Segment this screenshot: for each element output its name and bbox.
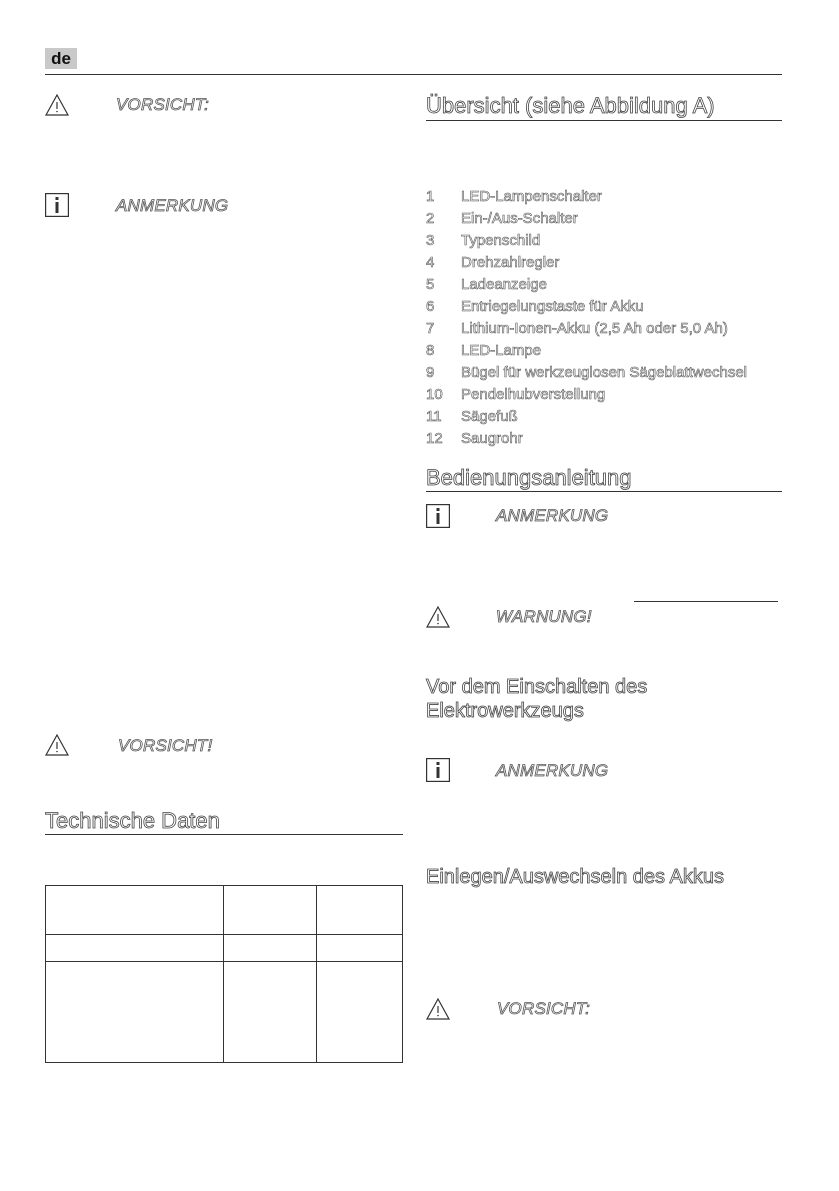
list-item	[426, 406, 518, 428]
list-item-number: 8	[426, 342, 435, 359]
warning-triangle-icon	[426, 998, 450, 1020]
overview-heading: Übersicht (siehe Abbildung A)	[426, 93, 715, 118]
list-item-number: 10	[426, 386, 443, 403]
list-item-label: LED-Lampe	[461, 342, 542, 359]
list-item-number: 5	[426, 276, 435, 293]
list-item-number: 12	[426, 430, 443, 447]
warning-triangle-icon	[45, 734, 69, 756]
list-item-label: Lithium-Ionen-Akku (2,5 Ah oder 5,0 Ah)	[461, 320, 728, 337]
list-item-label: Saugrohr	[461, 430, 523, 447]
list-item	[426, 428, 523, 450]
info-icon	[45, 193, 69, 217]
list-item-number: 1	[426, 188, 435, 205]
list-item-label: Ein-/Aus-Schalter	[461, 210, 578, 227]
callout-caution-label: VORSICHT:	[497, 999, 591, 1018]
table-row-divider	[46, 961, 402, 962]
battery-heading: Einlegen/Auswechseln des Akkus	[426, 866, 724, 888]
list-item	[426, 208, 578, 230]
list-item-label: Bügel für werkzeuglosen Sägeblattwechsel	[461, 364, 748, 381]
callout-warning-label: WARNUNG!	[496, 607, 592, 626]
callout-note-label: ANMERKUNG	[496, 506, 609, 525]
list-item	[426, 340, 541, 362]
list-item	[426, 274, 547, 296]
list-item	[426, 230, 540, 252]
heading-rule	[426, 491, 782, 492]
list-item-number: 3	[426, 232, 435, 249]
list-item	[426, 296, 644, 318]
text-underline-rule	[634, 601, 778, 602]
list-item-label: Typenschild	[461, 232, 541, 249]
list-item	[426, 384, 605, 406]
callout-note-label: ANMERKUNG	[496, 761, 609, 780]
callout-caution-label: VORSICHT:	[116, 95, 210, 114]
warning-triangle-icon	[426, 606, 450, 628]
list-item-label: Entriegelungstaste für Akku	[461, 298, 644, 315]
list-item-label: Pendelhubverstellung	[461, 386, 606, 403]
list-item-label: Drehzahlregler	[461, 254, 560, 271]
language-badge: de	[45, 48, 77, 69]
tech-data-table	[45, 885, 403, 1063]
heading-rule	[426, 120, 782, 121]
list-item-number: 9	[426, 364, 435, 381]
tech-data-heading: Technische Daten	[45, 808, 220, 833]
before-switch-on-heading-line2: Elektrowerkzeugs	[426, 700, 584, 722]
list-item-number: 2	[426, 210, 435, 227]
list-item	[426, 318, 728, 340]
list-item-label: Ladeanzeige	[461, 276, 547, 293]
heading-rule	[45, 834, 403, 835]
callout-note-label: ANMERKUNG	[116, 196, 229, 215]
list-item-number: 11	[426, 408, 442, 425]
list-item-label: Sägefuß	[461, 408, 518, 425]
list-item	[426, 186, 602, 208]
list-item-number: 6	[426, 298, 435, 315]
list-item-number: 4	[426, 254, 435, 271]
table-column-divider	[316, 886, 317, 1062]
callout-caution-label: VORSICHT!	[118, 736, 213, 755]
table-column-divider	[223, 886, 224, 1062]
list-item-number: 7	[426, 320, 435, 337]
info-icon	[426, 758, 450, 782]
warning-triangle-icon	[45, 94, 69, 116]
list-item-label: LED-Lampenschalter	[461, 188, 602, 205]
list-item	[426, 362, 747, 384]
operation-heading: Bedienungsanleitung	[426, 465, 632, 490]
table-row-divider	[46, 934, 402, 935]
info-icon	[426, 504, 450, 528]
before-switch-on-heading-line1: Vor dem Einschalten des	[426, 676, 648, 698]
header-rule	[45, 74, 782, 75]
list-item	[426, 252, 559, 274]
